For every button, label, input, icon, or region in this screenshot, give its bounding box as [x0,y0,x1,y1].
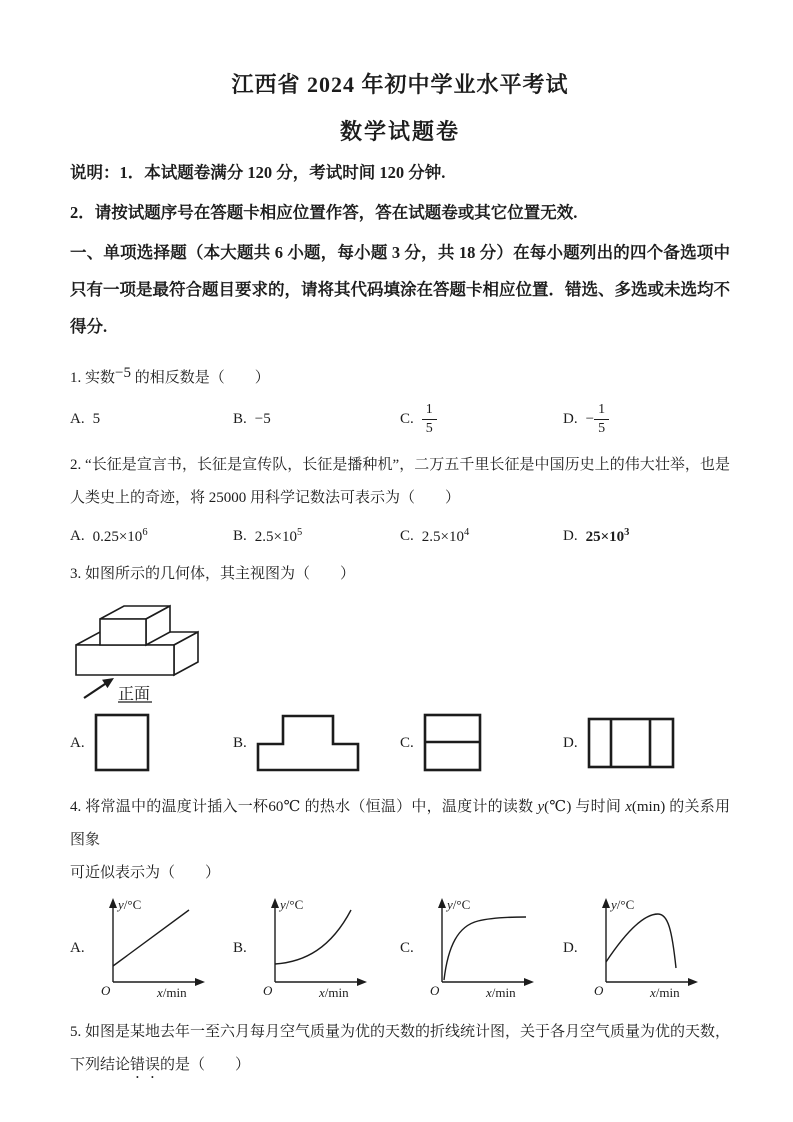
q2-option-d-exponent: 3 [624,527,630,539]
front-view-arrow [84,682,108,698]
q5-text-post: 的是（ ） [160,1057,251,1074]
graph-ylabel: y/°C [279,897,304,913]
q1-option-d [563,401,730,437]
exam-note-1: 说明：1．本试题卷满分 120 分，考试时间 120 分钟. [70,163,446,182]
solid-top-front-face [100,619,146,645]
square-horizontal-split-icon [422,712,484,774]
q1-option-d-numerator: 1 [594,401,609,420]
q3-solid-figure [70,599,730,703]
q4-math1-var: y [537,799,545,816]
q1-option-d-label: D. [563,410,578,427]
q2-option-d-value [586,527,630,546]
q2-option-c [400,527,563,546]
q3-option-a-label: A. [70,734,85,751]
q1-text-pre: 1. 实数 [70,370,116,387]
question-4-text [70,791,730,857]
question-1-options [70,401,730,437]
q2-option-a [70,527,233,546]
q3-option-a [70,712,233,774]
q2-option-d-base: 25×10 [585,529,625,546]
q3-option-d [563,716,730,770]
t-shape-icon [255,713,361,773]
q4-graph-d-label: D. [563,939,578,956]
q3-option-c-label: C. [400,734,414,751]
solid-base-front-face [76,645,174,675]
q1-superscript-value: −5 [115,365,131,382]
graph-linear-rising-icon [93,894,215,1002]
question-1-text [70,357,730,395]
q2-option-c-value [422,527,469,546]
question-2-options [70,527,730,546]
q2-option-a-base: 0.25×10 [92,529,143,546]
q1-option-a-label: A. [70,410,85,427]
q1-option-d-sign: − [585,410,595,427]
q2-option-a-exponent: 6 [142,527,148,539]
q1-option-b-label: B. [233,410,247,427]
q3-option-b [233,713,400,773]
graph-origin-label: O [593,983,603,999]
q4-graph-c [400,894,563,1002]
question-2 [70,449,730,546]
stepped-solid-3d-figure-icon [70,599,220,703]
q2-option-a-value [93,527,148,546]
q1-option-b-value: −5 [254,410,271,427]
front-face-label: 正面 [118,686,151,704]
page-subtitle: 数学试题卷 [339,119,460,144]
graph-origin-label: O [262,983,273,999]
graph-saturation-curve-icon [422,894,544,1002]
q1-option-c-numerator: 1 [422,401,437,420]
graph-ylabel: y/°C [610,897,634,913]
q4-graph-d [563,894,730,1002]
q1-option-b [233,411,400,428]
q4-math2-var: x [625,799,632,816]
graph-xlabel: x/min [649,985,680,1001]
q2-option-c-exponent: 4 [463,527,470,539]
q5-emphasized-word: 错误 [130,1057,161,1074]
graph-exponential-rising-icon [255,894,377,1002]
q1-option-a [70,411,233,428]
question-4 [70,791,730,1002]
q4-graph-a [70,894,233,1002]
page-title: 江西省 2024 年初中学业水平考试 [231,72,569,97]
q2-option-b [233,527,400,546]
q5-text-pre: 5. 如图是某地去年一至六月每月空气质量为优的天数的折线统计图，关于各月空气质量为优的天数，下列结论 [70,1024,731,1074]
q4-graph-c-label: C. [400,939,414,956]
graph-xlabel: x/min [485,985,516,1001]
graph-origin-label: O [100,983,110,999]
q2-option-b-label: B. [233,528,247,545]
q1-option-d-fraction [594,401,609,437]
graph-ylabel: y/°C [117,897,141,913]
q1-option-c-fraction [422,401,437,437]
question-4-graphs [70,894,730,1002]
square-shape-icon [93,712,151,774]
q4-text-p2: 与时间 [571,799,626,816]
graph-xlabel: x/min [156,985,187,1001]
q4-graph-a-label: A. [70,939,85,956]
q2-option-c-base: 2.5×10 [421,529,464,546]
q3-option-c [400,712,563,774]
graph-origin-label: O [429,983,440,999]
q2-option-b-value [255,527,302,546]
section-1-header: 一、单项选择题（本大题共 6 小题，每小题 3 分，共 18 分）在每小题列出的四个备选项中只有一项是最符合题目要求的，请将其代码填涂在答题卡相应位置．错选、多选或未选均不得分. [70,243,730,336]
question-4-text-line2: 可近似表示为（ ） [70,865,221,882]
q2-option-d-label: D. [563,528,578,545]
q1-option-c-label: C. [400,410,414,427]
q4-math1-unit: (℃) [544,799,572,816]
question-5 [70,1016,730,1082]
question-5-text [70,1016,730,1082]
q2-option-d [563,527,730,546]
front-view-arrowhead [102,674,117,688]
q1-option-c [400,401,563,437]
q3-option-b-label: B. [233,734,247,751]
question-3-text: 3. 如图所示的几何体，其主视图为（ ） [70,566,356,583]
q2-option-b-base: 2.5×10 [254,529,297,546]
question-1 [70,357,730,437]
rectangle-vertical-splits-icon [586,716,676,770]
question-3 [70,558,730,779]
q4-text-p3: 的关系用图象 [70,799,730,849]
q2-option-a-label: A. [70,528,85,545]
q1-option-c-denominator: 5 [425,420,433,436]
graph-ylabel: y/°C [446,897,471,913]
q4-graph-b [233,894,400,1002]
q3-option-d-label: D. [563,734,578,751]
q1-option-d-denominator: 5 [598,420,606,436]
q2-option-b-exponent: 5 [296,527,303,539]
graph-xlabel: x/min [318,985,349,1001]
q2-option-c-label: C. [400,528,414,545]
q1-option-a-value: 5 [92,410,101,427]
exam-note-2: 2．请按试题序号在答题卡相应位置作答，答在试题卷或其它位置无效. [70,203,578,223]
q1-text-post: 的相反数是（ ） [130,370,270,387]
graph-rise-and-fall-icon [586,894,708,1002]
q4-graph-b-label: B. [233,939,247,956]
q4-math2-unit: (min) [631,799,666,816]
q4-text-p1: 4. 将常温中的温度计插入一杯60℃ 的热水（恒温）中，温度计的读数 [70,799,538,816]
question-2-text: 2. “长征是宣言书，长征是宣传队，长征是播种机”，二万五千里长征是中国历史上的伟大壮举，也是人类史上的奇迹，将 25000 用科学记数法可表示为（ ） [70,457,730,507]
question-3-options [70,707,730,779]
